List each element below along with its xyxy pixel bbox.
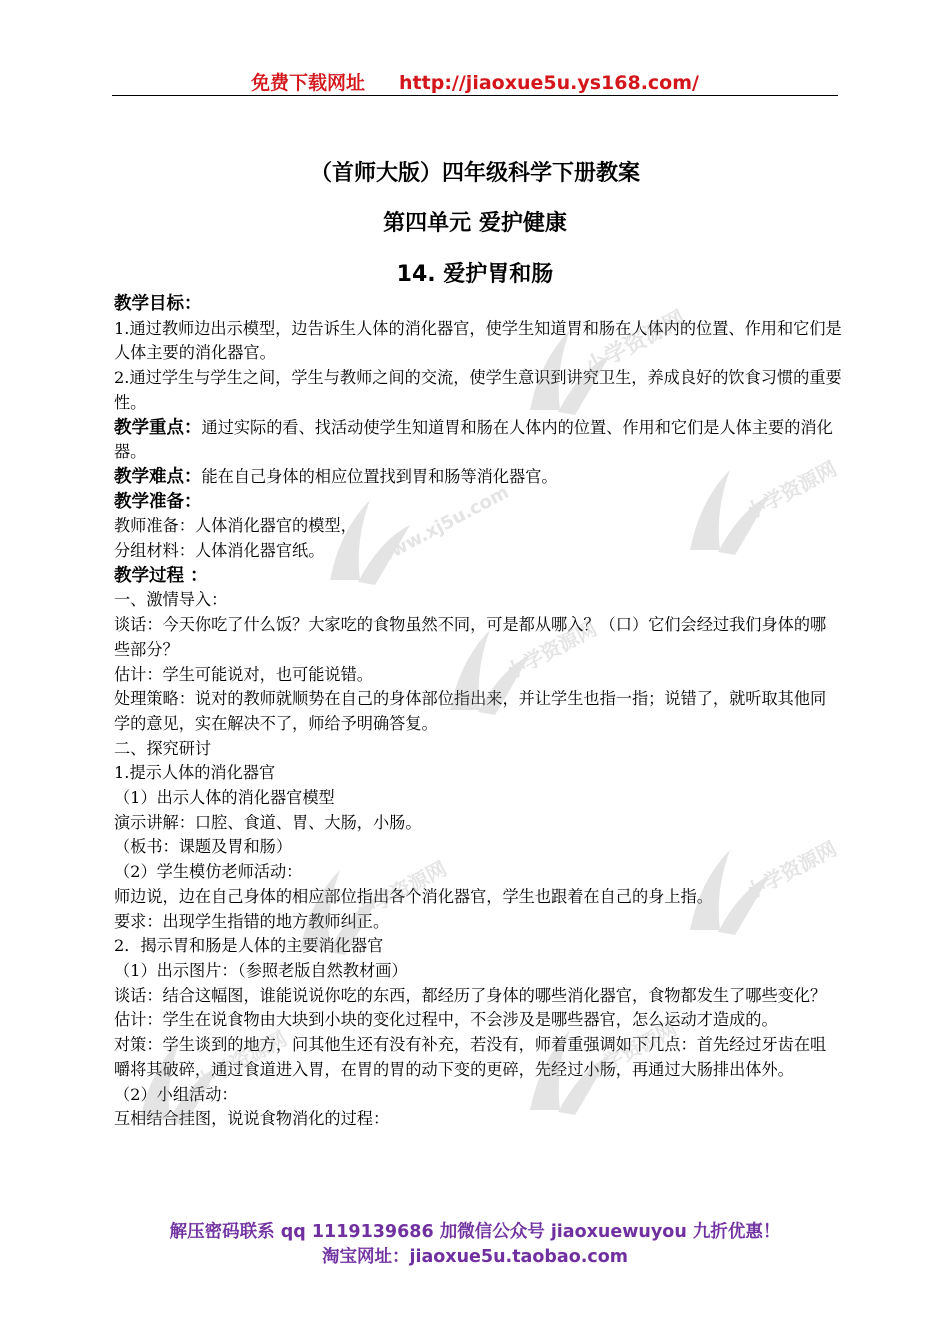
watermark-text: 小学资源网 — [741, 456, 841, 525]
prep-1: 教师准备：人体消化器官的模型， — [114, 516, 357, 536]
paragraph: （板书：课题及胃和肠） — [114, 837, 293, 857]
paragraph: （2）小组活动： — [114, 1084, 238, 1104]
paragraph: 2．揭示胃和肠是人体的主要消化器官 — [114, 936, 384, 956]
paragraph: （1）出示图片：（参照老版自然教材画） — [114, 960, 408, 980]
difficulty-text: 能在自己身体的相应位置找到胃和肠等消化器官。 — [201, 466, 558, 486]
paragraph: 演示讲解：口腔、食道、胃、大肠，小肠。 — [114, 812, 422, 832]
prep-2: 分组材料：人体消化器官纸。 — [114, 541, 325, 561]
paragraph: 谈话：今天你吃了什么饭？大家吃的食物虽然不同，可是都从哪入？（口）它们会经过我们身体的哪些部分？ — [114, 615, 827, 659]
goal-heading: 教学目标： — [114, 294, 202, 314]
paragraph: 估计：学生在说食物由大块到小块的变化过程中，不会涉及是哪些器官，怎么运动才造成的。 — [114, 1010, 778, 1030]
paragraph: 要求：出现学生指错的地方教师纠正。 — [114, 911, 390, 931]
difficulty-point — [114, 465, 842, 490]
key-point — [114, 416, 842, 465]
watermark-text: 小学资源网 — [501, 616, 601, 685]
paragraph: （1）出示人体的消化器官模型 — [114, 788, 335, 808]
difficulty-label: 教学难点： — [114, 466, 202, 487]
paragraph: 一、激情导入： — [114, 590, 228, 610]
paragraph: 处理策略：说对的教师就顺势在自己的身体部位指出来，并让学生也指一指；说错了，就听取其他同学的意见，实在解决不了，师给予明确答复。 — [114, 689, 827, 733]
footer-shop-link[interactable]: 淘宝网址：jiaoxue5u.taobao.com — [321, 1247, 629, 1267]
header-label: 免费下载网址 — [251, 72, 366, 94]
paragraph: 对策：学生谈到的地方，问其他生还有没有补充，若没有，师着重强调如下几点：首先经过牙齿在咀嚼将其破碎，通过食道进入胃，在胃的胃的动下变的更碎，先经过小肠，再通过大肠排出体外。 — [114, 1035, 827, 1079]
paragraph: 估计：学生可能说对，也可能说错。 — [114, 664, 373, 684]
paragraph: （2）学生模仿老师活动： — [114, 862, 303, 882]
watermark-text: 小学资源网 — [191, 1026, 291, 1095]
watermark-text: 小学资源网 — [581, 306, 690, 381]
document-title: （首师大版）四年级科学下册教案 — [309, 161, 640, 186]
process-heading: 教学过程 ： — [114, 565, 208, 586]
goal-1: 1.通过教师边出示模型，边告诉生人体的消化器官，使学生知道胃和肠在人体内的位置、作用和它们是人体主要的消化器官。 — [114, 318, 842, 363]
paragraph: 谈话：结合这幅图，谁能说说你吃的东西，都经历了身体的哪些消化器官，食物都发生了哪些变化？ — [114, 985, 827, 1005]
key-label: 教学重点： — [114, 417, 202, 438]
lesson-body — [114, 292, 842, 1132]
prep-heading: 教学准备： — [114, 491, 202, 512]
key-text: 通过实际的看、找活动使学生知道胃和肠在人体内的位置、作用和它们是人体主要的消化器。 — [114, 417, 833, 462]
footer-contact: 解压密码联系 qq 1119139686 加微信公众号 jiaoxuewuyou 九折优惠！ — [169, 1222, 781, 1242]
lesson-title: 14. 爱护胃和肠 — [396, 262, 554, 287]
watermark-text: 小学资源网 — [351, 856, 451, 925]
header-url-link[interactable]: http://jiaoxue5u.ys168.com/ — [399, 72, 699, 94]
watermark-url: www.xj5u.com — [372, 481, 513, 570]
watermark-text: 小学资源网 — [581, 1016, 681, 1085]
watermark-text: 小学资源网 — [741, 836, 841, 905]
unit-title: 第四单元 爱护健康 — [383, 211, 567, 236]
goal-2: 2.通过学生与学生之间，学生与教师之间的交流，使学生意识到讲究卫生，养成良好的饮食习惯的重要性。 — [114, 368, 842, 412]
paragraph: 师边说，边在自己身体的相应部位指出各个消化器官，学生也跟着在自己的身上指。 — [114, 886, 713, 906]
paragraph: 二、探究研讨 — [114, 738, 212, 758]
header-divider — [112, 95, 838, 96]
page-header — [112, 68, 838, 95]
paragraph: 互相结合挂图，说说食物消化的过程： — [114, 1109, 390, 1129]
paragraph: 1.提示人体的消化器官 — [114, 763, 276, 783]
